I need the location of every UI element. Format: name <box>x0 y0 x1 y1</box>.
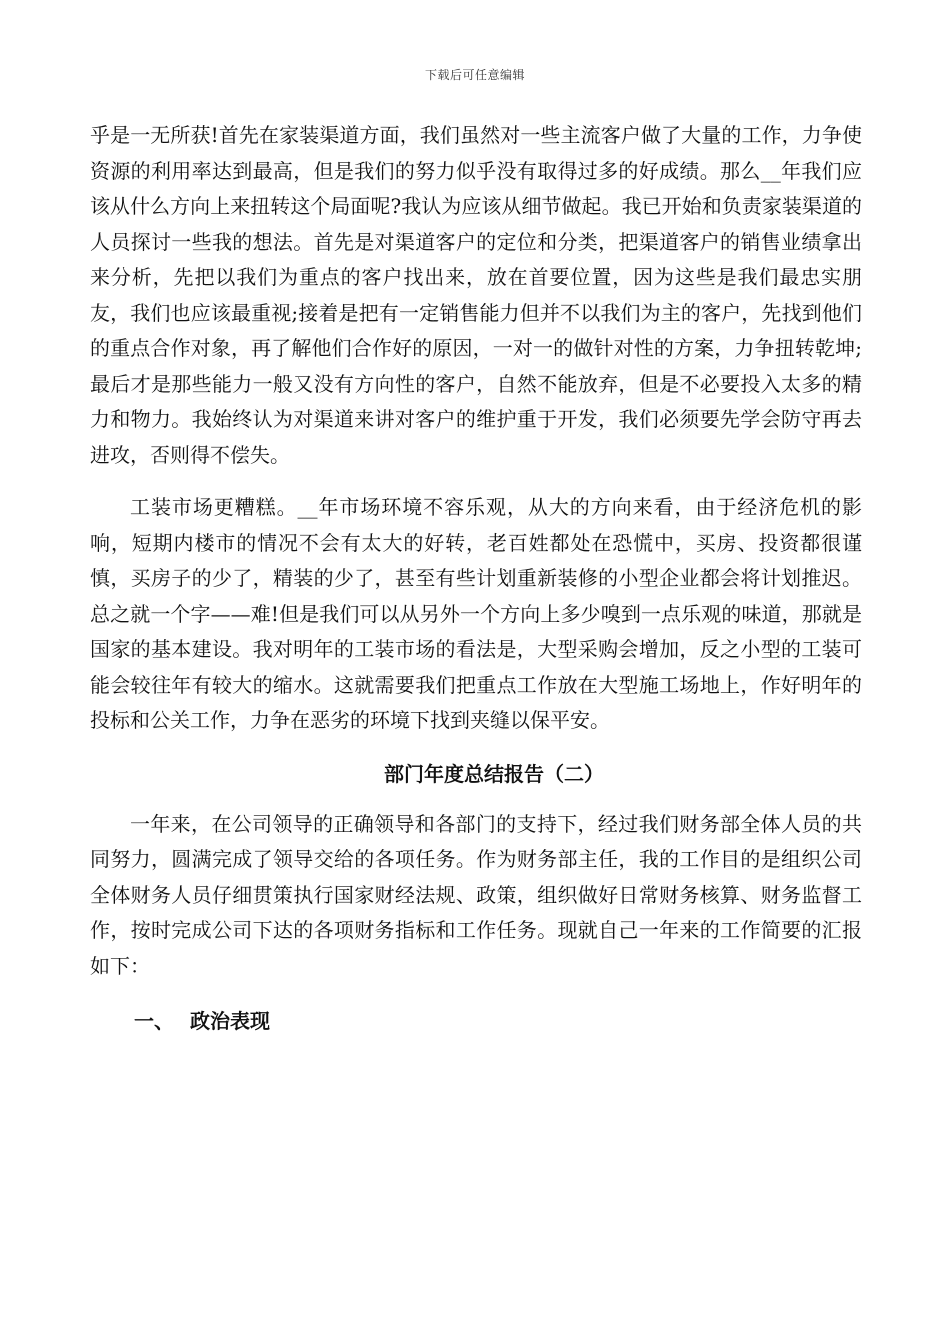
paragraph-engineering-market: 工装市场更糟糕。__年市场环境不容乐观，从大的方向来看，由于经济危机的影响，短期内楼市的情况不会有太大的好转，老百姓都处在恐慌中，买房、投资都很谨慎，买房子的少了，精装的少了，甚至有些计划重新装修的小型企业都会将计划推迟。总之就一个字——难!但是我们可以从另外一个方向上多少嗅到一点乐观的味道，那就是国家的基本建设。我对明年的工装市场的看法是，大型采购会增加，反之小型的工装可能会较往年有较大的缩水。这就需要我们把重点工作放在大型施工场地上，作好明年的投标和公关工作，力争在恶劣的环境下找到夹缝以保平安。 <box>90 495 862 732</box>
paragraph-channel-clients: 乎是一无所获!首先在家装渠道方面，我们虽然对一些主流客户做了大量的工作，力争使资源的利用率达到最高，但是我们的努力似乎没有取得过多的好成绩。那么__年我们应该从什么方向上来扭转这个局面呢?我认为应该从细节做起。我已开始和负责家装渠道的人员探讨一些我的想法。首先是对渠道客户的定位和分类，把渠道客户的销售业绩拿出来分析，先把以我们为重点的客户找出来，放在首要位置，因为这些是我们最忠实朋友，我们也应该最重视;接着是把有一定销售能力但并不以我们为主的客户，先找到他们的重点合作对象，再了解他们合作好的原因，一对一的做针对性的方案，力争扭转乾坤;最后才是那些能力一般又没有方向性的客户，自然不能放弃，但是不必要投入太多的精力和物力。我始终认为对渠道来讲对客户的维护重于开发，我们必须要先学会防守再去进攻，否则得不偿失。 <box>90 123 862 467</box>
paragraph-finance-intro: 一年来，在公司领导的正确领导和各部门的支持下，经过我们财务部全体人员的共同努力，圆满完成了领导交给的各项任务。作为财务部主任，我的工作目的是组织公司全体财务人员仔细贯策执行国家财经法规、政策，组织做好日常财务核算、财务监督工作，按时完成公司下达的各项财务指标和工作任务。现就自己一年来的工作简要的汇报如下： <box>90 811 862 978</box>
page-header: 下载后可任意编辑 <box>424 68 525 82</box>
section-title: 政治表现 <box>190 1009 270 1033</box>
report-title: 部门年度总结报告（二） <box>384 761 604 786</box>
document-body <box>90 118 862 1039</box>
section-heading-politics <box>90 1004 862 1039</box>
section-number: 一、 <box>134 1009 174 1033</box>
